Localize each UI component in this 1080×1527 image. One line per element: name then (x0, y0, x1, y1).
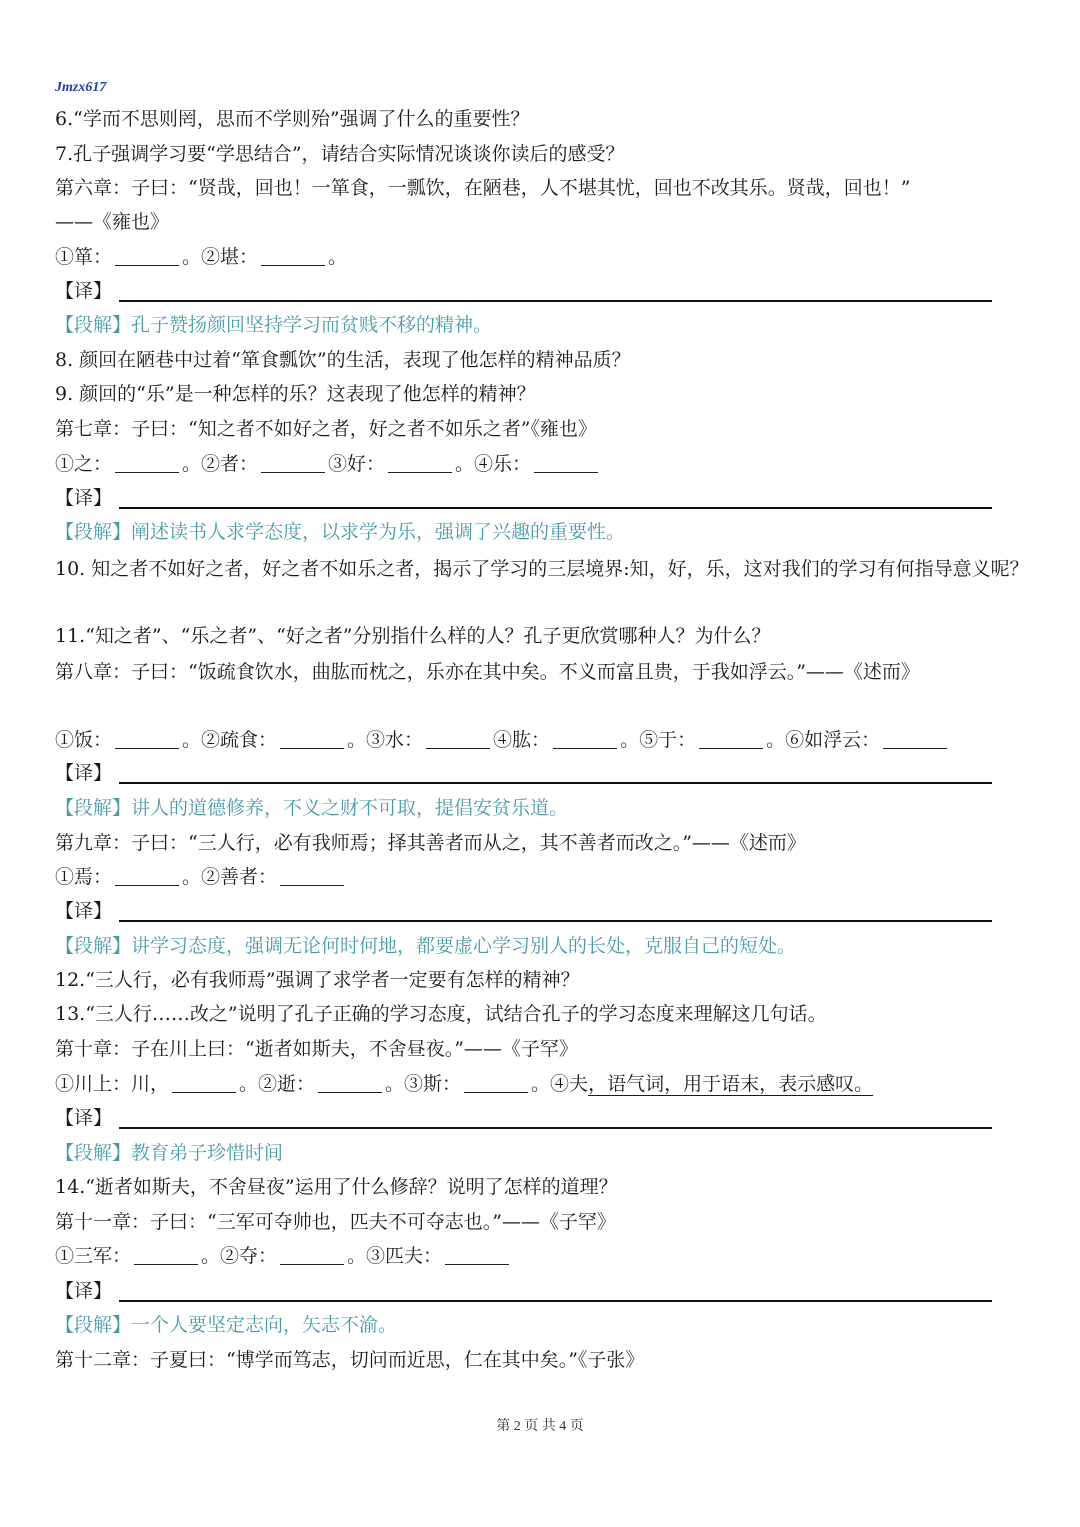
translation-line[interactable]: 【译】 (55, 758, 992, 788)
question-10: 10. 知之者不如好之者，好之者不如乐之者，揭示了学习的三层境界:知，好，乐，这对我们的学习有何指导意义呢？ (55, 558, 1029, 580)
question-9: 9. 颜回的“乐”是一种怎样的乐？这表现了他怎样的精神？ (55, 383, 536, 405)
question-8: 8. 颜回在陋巷中过着“箪食瓢饮”的生活，表现了他怎样的精神品质？ (55, 349, 631, 371)
chapter-6-explanation: 【段解】孔子赞扬颜回坚持学习而贫贱不移的精神。 (55, 314, 493, 336)
chapter-8-fill: ①饭： 。②疏食： 。③水： ④肱： 。⑤于： 。⑥如浮云： (55, 725, 1055, 755)
question-7: 7.孔子强调学习要“学思结合”，请结合实际情况谈谈你读后的感受？ (55, 143, 625, 165)
translation-line[interactable]: 【译】 (55, 276, 992, 306)
header-watermark: Jmzx617 (55, 80, 107, 95)
answer-blank[interactable] (883, 728, 947, 749)
chapter-7-text: 第七章：子曰：“知之者不如好之者，好之者不如乐之者”《雍也》 (55, 418, 597, 440)
chapter-9-fill: ①焉： 。②善者： (55, 862, 1055, 892)
chapter-8-explanation: 【段解】讲人的道德修养，不义之财不可取，提倡安贫乐道。 (55, 797, 569, 819)
chapter-7-explanation: 【段解】阐述读书人求学态度，以求学为乐，强调了兴趣的重要性。 (55, 521, 626, 543)
chapter-12-text: 第十二章：子夏曰：“博学而笃志，切问而近思，仁在其中矣。”《子张》 (55, 1349, 645, 1371)
question-6: 6.“学而不思则罔，思而不学则殆”强调了什么的重要性？ (55, 108, 530, 130)
filled-answer: ，语气词，用于语末，表示感叹。 (588, 1073, 874, 1095)
answer-blank[interactable] (426, 728, 490, 749)
answer-blank[interactable] (261, 245, 325, 266)
chapter-6-source: ——《雍也》 (55, 211, 170, 233)
chapter-7-fill: ①之： 。②者： ③好： 。④乐： (55, 449, 1055, 479)
answer-blank[interactable] (699, 728, 763, 749)
answer-blank[interactable] (115, 865, 179, 886)
translation-line[interactable]: 【译】 (55, 1103, 992, 1133)
answer-blank[interactable] (280, 865, 344, 886)
answer-blank[interactable] (115, 728, 179, 749)
answer-blank[interactable] (318, 1072, 382, 1093)
chapter-9-explanation: 【段解】讲学习态度，强调无论何时何地，都要虚心学习别人的长处，克服自己的短处。 (55, 935, 797, 957)
answer-blank[interactable] (534, 452, 598, 473)
chapter-10-explanation: 【段解】教育弟子珍惜时间 (55, 1142, 284, 1164)
chapter-11-text: 第十一章：子曰：“三军可夺帅也，匹夫不可夺志也。”——《子罕》 (55, 1211, 616, 1233)
answer-blank[interactable] (445, 1244, 509, 1265)
answer-blank[interactable] (280, 728, 344, 749)
answer-blank[interactable] (280, 1244, 344, 1265)
chapter-9-text: 第九章：子曰：“三人行，必有我师焉；择其善者而从之，其不善者而改之。”——《述而》 (55, 832, 806, 854)
chapter-11-explanation: 【段解】一个人要坚定志向，矢志不渝。 (55, 1314, 398, 1336)
chapter-8-text: 第八章：子曰：“饭疏食饮水，曲肱而枕之，乐亦在其中矣。不义而富且贵，于我如浮云。”——《述而》 (55, 661, 920, 683)
translation-line[interactable]: 【译】 (55, 1276, 992, 1306)
chapter-11-fill: ①三军： 。②夺： 。③匹夫： (55, 1241, 1055, 1271)
chapter-10-text: 第十章：子在川上曰：“逝者如斯夫，不舍昼夜。”——《子罕》 (55, 1038, 578, 1060)
answer-blank[interactable] (134, 1244, 198, 1265)
question-13: 13.“三人行……改之”说明了孔子正确的学习态度，试结合孔子的学习态度来理解这几句话。 (55, 1003, 827, 1025)
answer-blank[interactable] (261, 452, 325, 473)
question-12: 12.“三人行，必有我师焉”强调了求学者一定要有怎样的精神？ (55, 969, 580, 991)
question-14: 14.“逝者如斯夫，不舍昼夜”运用了什么修辞？说明了怎样的道理？ (55, 1176, 618, 1198)
answer-blank[interactable] (388, 452, 452, 473)
answer-blank[interactable] (172, 1072, 236, 1093)
answer-blank[interactable] (464, 1072, 528, 1093)
answer-blank[interactable] (115, 452, 179, 473)
translation-line[interactable]: 【译】 (55, 896, 992, 926)
chapter-6-fill: ①箪： 。②堪： 。 (55, 246, 348, 268)
answer-blank[interactable] (553, 728, 617, 749)
translation-line[interactable]: 【译】 (55, 483, 992, 513)
question-11: 11.“知之者”、“乐之者”、“好之者”分别指什么样的人？孔子更欣赏哪种人？为什么？ (55, 625, 771, 647)
chapter-10-fill: ①川上：川， 。②逝： 。③斯： 。④夫，语气词，用于语末，表示感叹。 (55, 1073, 874, 1095)
page-number: 第 2 页 共 4 页 (496, 1419, 584, 1434)
chapter-6-text: 第六章：子曰：“贤哉，回也！一箪食，一瓢饮，在陋巷，人不堪其忧，回也不改其乐。贤哉，回也！” (55, 177, 911, 199)
answer-blank[interactable] (115, 245, 179, 266)
